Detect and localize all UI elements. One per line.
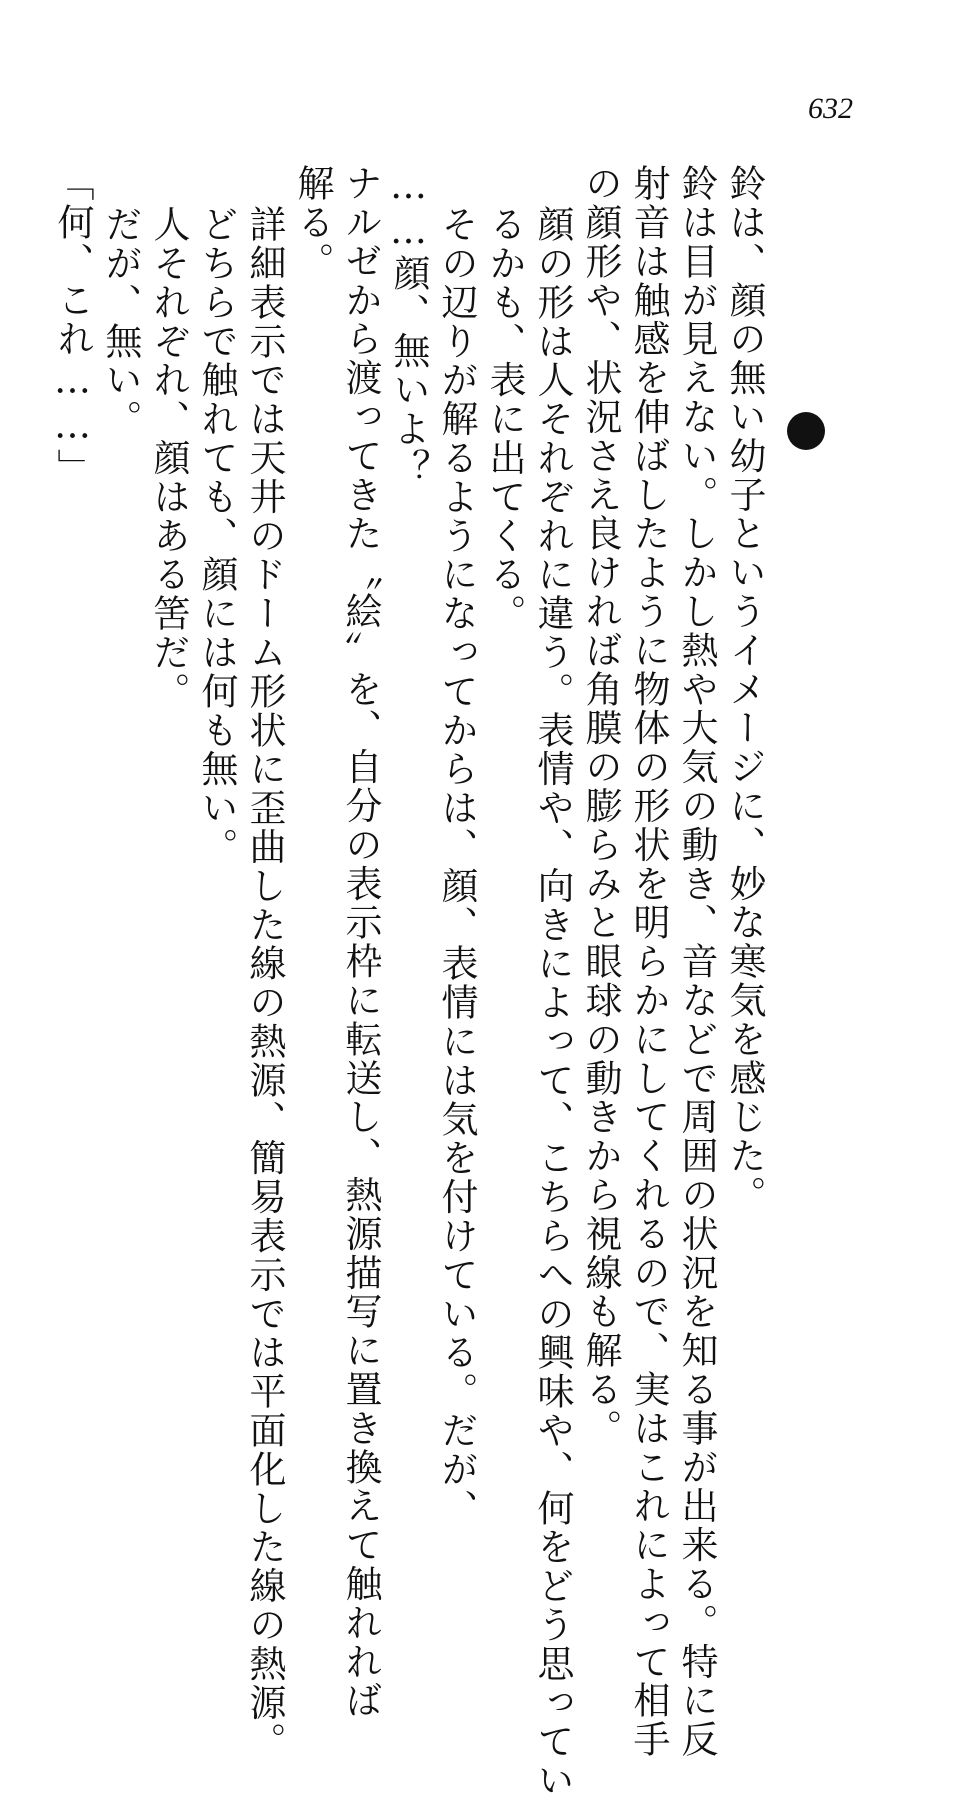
text-column: 鈴は、顔の無い幼子というイメージに、妙な寒気を感じた。 — [723, 164, 766, 1215]
text-column: 鈴は目が見えない。しかし熱や大気の動き、音などで周囲の状況を知る事が出来る。特に反 — [675, 164, 718, 1759]
text-column: 人それぞれ、顔はある筈だ。 — [147, 205, 190, 711]
text-column: 詳細表示では天井のドーム形状に歪曲した線の熱源、簡易表示では平面化した線の熱源。 — [243, 205, 286, 1761]
text-column: どちらで触れても、顔には何も無い。 — [195, 205, 238, 867]
text-column: だが、無い。 — [99, 205, 142, 439]
text-column: その辺りが解るようになってからは、顔、表情には気を付けている。だが、 — [435, 205, 478, 1528]
text-column: 射音は触感を伸ばしたように物体の形状を明らかにしてくれるので、実はこれによって相手 — [627, 164, 670, 1759]
text-column: 解る。 — [291, 164, 334, 281]
text-column: 「何、これ……」 — [51, 164, 94, 488]
text-column: 顔の形は人それぞれに違う。表情や、向きによって、こちらへの興味や、何をどう思ってい — [531, 205, 574, 1800]
text-column: ……顔、無いよ？ — [387, 164, 430, 488]
text-column: ナルゼから渡ってきた〝絵〟を、自分の表示枠に転送し、熱源描写に置き換えて触れれば — [339, 164, 382, 1720]
text-column: の顔形や、状況さえ良ければ角膜の膨らみと眼球の動きから視線も解る。 — [579, 164, 622, 1448]
text-column: るかも、表に出てくる。 — [483, 205, 526, 633]
page-number: 632 — [808, 92, 853, 125]
section-break-dot — [787, 412, 825, 450]
